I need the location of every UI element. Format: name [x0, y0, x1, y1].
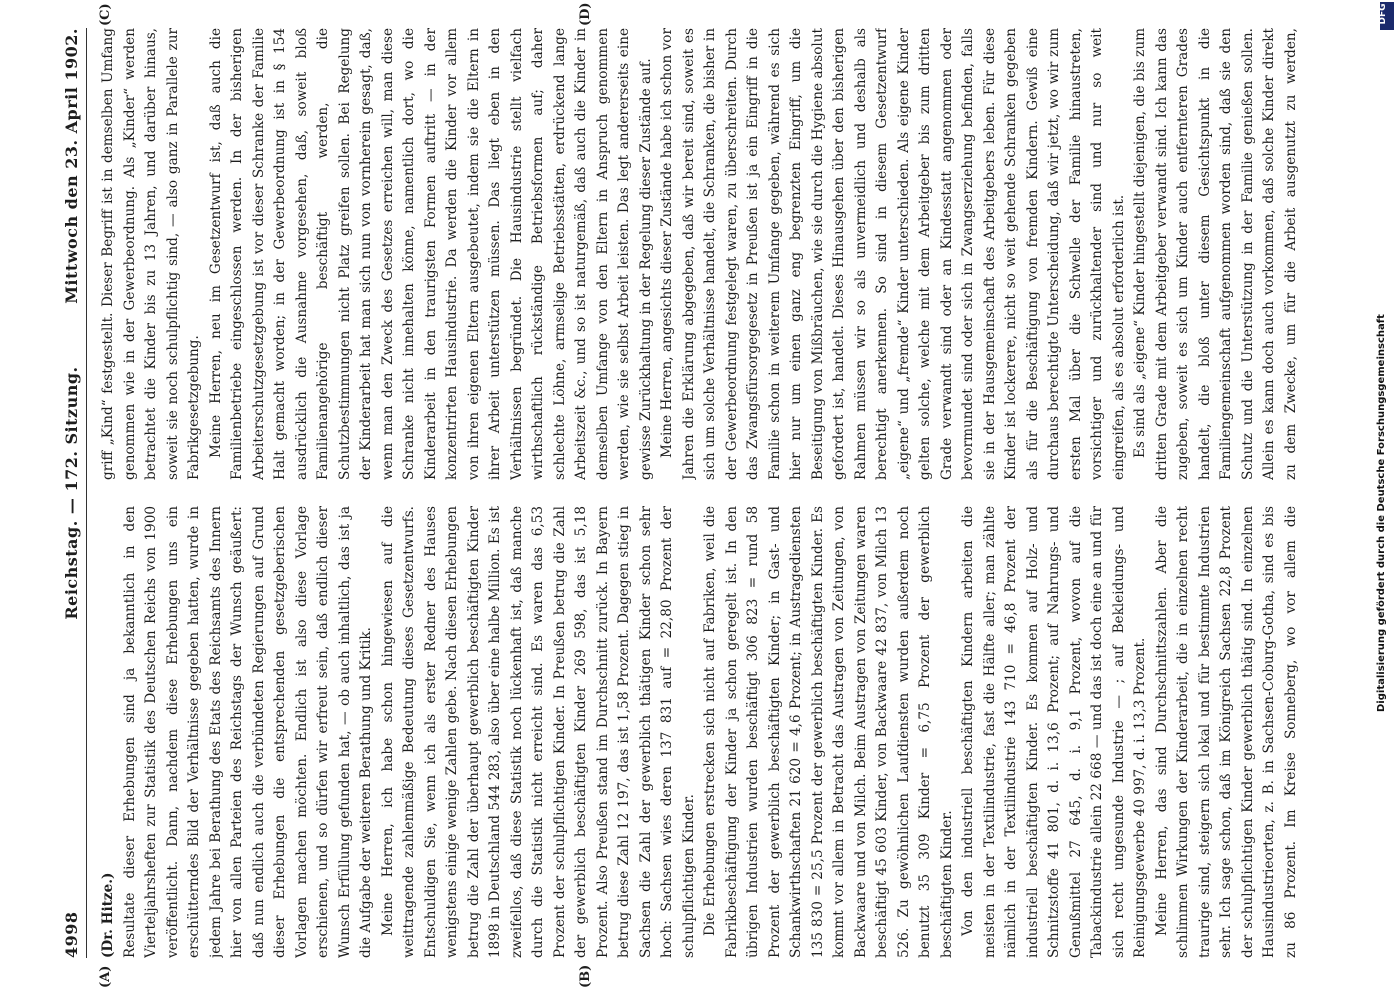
paragraph: Es sind als „eigene“ Kinder hingestellt diejenigen, die bis zum dritten Grade mit dem Arbeitgeber verwandt sind. Ich kann das zugeben, soweit es sich um Kinder auch entfernteren Grades handelt, die bloß unter diesem Gesichtspunkt in die Familiengemeinschaft aufgenommen worden sind, daß sie den Schutz und die Unterstützung in der Familie genießen sollen. Allein es kann doch auch vorkommen, daß solche Kinder direkt zu dem Zwecke, um für die Arbeit ausgenutzt zu werden,: [1132, 28, 1298, 480]
margin-mark-a: (A): [98, 965, 113, 988]
margin-mark-b: (B): [578, 964, 593, 988]
margin-mark-d: (D): [578, 2, 593, 26]
paragraph: Meine Herren, angesichts dieser Zustände habe ich schon vor Jahren die Erklärung abgegeben, daß wir bereit sind, soweit es sich um solche Verhältnisse handelt, die Schranken, die bisher in der Gewerbeordnung festgelegt waren, zu überschreiten. Durch das Zwangsfürsorgegesetz in Preußen ist ja ein Eingriff in die Familie schon in weiterem Umfange gegeben, während es sich hier nur um einen ganz eng begrenzten Eingriff, um die Beseitigung von Mißbräuchen, wie sie durch die Hygiene absolut gefordert ist, handelt. Dieses Hinausgehen über den bisherigen Rahmen müssen wir so als unvermeidlich und deshalb als berechtigt anerkennen. So sind in diesem Gesetzentwurf „eigene“ und „fremde“ Kinder unterschieden. Als eigene Kinder gelten solche, welche mit dem Arbeitgeber bis zum dritten Grade verwandt sind oder an Kindesstatt angenommen oder bevormundet sind oder sich in Zwangserziehung befinden, falls sie in der Hausgemeinschaft des Arbeitgebers leben. Für diese Kinder ist lockerere, nicht so weit gehende Schranken gegeben als für die Beschäftigung von fremden Kindern. Gewiß eine durchaus berechtigte Unterscheidung, daß wir jetzt, wo wir zum ersten Mal über die Schwelle der Familie hinaustreten, vorsichtiger und zurückhaltender sind und nur so weit eingreifen, als es absolut erforderlich ist.: [659, 28, 1127, 480]
dfg-logo: DFG: [1378, 0, 1396, 34]
paragraph: Die Erhebungen erstrecken sich nicht auf Fabriken, weil die Fabrikbeschäftigung der Kinder ja schon geregelt ist. In den übrigen Industrien wurden beschäftigt 306 823 = rund 58 Prozent der gewerblich beschäftigten Kinder; in Gast- und Schankwirthschaften 21 620 = 4,6 Prozent; in Austragediensten 135 830 = 25,5 Prozent der gewerblich beschäftigten Kinder. Es kommt vor allem in Betracht das Austragen von Zeitungen, von Backwaare und von Milch. Beim Austragen von Zeitungen waren beschäftigt 45 603 Kinder, von Backwaare 42 837, von Milch 13 526. Zu gewöhnlichen Laufdiensten wurden außerdem noch benutzt 35 309 Kinder = 6,75 Prozent der gewerblich beschäftigten Kinder.: [702, 506, 955, 958]
page-header: [58, 28, 88, 958]
digitization-label: Digitalisierung gefördert durch die Deutsche Forschungsgemeinschaft: [1376, 314, 1387, 712]
header-rule: [86, 28, 87, 958]
page-date: Mittwoch den 23. April 1902.: [62, 28, 81, 304]
rotated-page: [58, 2, 1308, 988]
margin-mark-c: (C): [98, 3, 113, 26]
paragraph: Meine Herren, das sind Durchschnittszahlen. Aber die schlimmen Wirkungen der Kinderarbeit, die in einzelnen recht traurige sind, steigern sich lokal und für bestimmte Industrien sehr. Ich sage schon, daß im Königreich Sachsen 22,8 Prozent der schulpflichtigen Kinder gewerblich thätig sind. In einzelnen Hausindustrieorten, z. B. in Sachsen-Coburg-Gotha, sind es bis zu 86 Prozent. Im Kreise Sonneberg, wo vor allem die: [1153, 506, 1298, 958]
paragraph: Von den industriell beschäftigten Kindern arbeiten die meisten in der Textilindustrie, fast die Hälfte aller; man zählte nämlich in der Textilindustrie 143 710 = 46,8 Prozent der industriell beschäftigten Kinder. Es kommen auf Holz- und Schnitzstoffe 41 801, d. i. 13,6 Prozent; auf Nahrungs- und Genußmittel 27 645, d. i. 9,1 Prozent, wovon auf die Tabackindustrie allein 22 668 — und das ist doch eine an und für sich recht ungesunde Industrie — ; auf Bekleidungs- und Reinigungsgewerbe 40 997, d. i. 13,3 Prozent.: [960, 506, 1148, 958]
page-number: 4998: [62, 911, 81, 958]
paragraph: griff „Kind“ festgestellt. Dieser Begriff ist in demselben Umfang genommen wie in der Gewerbeordnung. Als „Kinder“ werden betrachtet die Kinder bis zu 13 Jahren, und darüber hinaus, soweit sie noch schulpflichtig sind, — also ganz in Parallele zur Fabrikgesetzgebung.: [100, 28, 202, 480]
paragraph: Resultate dieser Erhebungen sind ja bekanntlich in den Vierteljahrsheften zur Statistik des Deutschen Reichs von 1900 veröffentlicht. Dann, nachdem diese Erhebungen uns ein erschütterndes Bild der Verhältnisse gegeben hatten, wurde in jedem Jahre bei Berathung des Etats des Reichsamts des Innern hier von allen Parteien des Reichstags der Wunsch geäußert: daß nun endlich auch die verbündeten Regierungen auf Grund dieser Erhebungen die entsprechenden gesetzgeberischen Vorlagen machen möchten. Endlich ist also diese Vorlage erschienen, und so dürfen wir erfreut sein, daß endlich dieser Wunsch Erfüllung gefunden hat, — ob auch inhaltlich, das ist ja die Aufgabe der weiteren Berathung und Kritik.: [121, 506, 374, 958]
speaker-label: (Dr. Hitze.): [100, 872, 116, 958]
paragraph: Meine Herren, neu im Gesetzentwurf ist, daß auch die Familienbetriebe eingeschlossen werden. In der bisherigen Arbeiterschutzgesetzgebung ist vor dieser Schranke der Familie Halt gemacht worden; in der Gewerbeordnung ist in § 154 ausdrücklich die Ausnahme vorgesehen, daß, soweit bloß Familienangehörige beschäftigt werden, die Schutzbestimmungen nicht Platz greifen sollen. Bei Regelung der Kinderarbeit hat man sich nun von vornherein gesagt, daß, wenn man den Zweck des Gesetzes erreichen will, man diese Schranke nicht innehalten könne, namentlich dort, wo die Kinderarbeit in den traurigsten Formen auftritt — in der konzentrirten Hausindustrie. Da werden die Kinder vor allem von ihren eigenen Eltern ausgebeutet, indem sie die Eltern in ihrer Arbeit unterstützen müssen. Das liegt eben in den Verhältnissen begründet. Die Hausindustrie stellt vielfach wirthschaftlich rückständige Betriebsformen auf; daher schlechte Löhne, armselige Betriebsstätten, erdrückend lange Arbeitszeit &c., und so ist naturgemäß, daß auch die Kinder in demselben Umfange von den Eltern in Anspruch genommen werden, wie sie selbst Arbeit leisten. Das legt andererseits eine gewisse Zurückhaltung in der Regelung dieser Zustände auf.: [207, 28, 654, 480]
paragraph: Meine Herren, ich habe schon hingewiesen auf die weittragende zahlenmäßige Bedeutung dieses Gesetzentwurfs. Entschuldigen Sie, wenn ich als erster Redner des Hauses wenigstens einige wenige Zahlen gebe. Nach diesen Erhebungen betrug die Zahl der überhaupt gewerblich beschäftigten Kinder 1898 in Deutschland 544 283, also über eine halbe Million. Es ist zweifellos, daß diese Statistik noch lückenhaft ist, daß manche durch die Statistik nicht erreicht sind. Es waren das 6,53 Prozent der schulpflichtigen Kinder. In Preußen betrug die Zahl der gewerblich beschäftigten Kinder 269 598, das ist 5,18 Prozent. Also Preußen stand im Durchschnitt zurück. In Bayern betrug diese Zahl 12 197, das ist 1,58 Prozent. Dagegen stieg in Sachsen die Zahl der gewerblich thätigen Kinder schon sehr hoch: Sachsen wies deren 137 831 auf = 22,80 Prozent der schulpflichtigen Kinder.: [379, 506, 697, 958]
right-column: [98, 28, 1298, 480]
page-title: Reichstag. — 172. Sitzung.: [62, 366, 81, 620]
left-column: [98, 506, 1298, 958]
